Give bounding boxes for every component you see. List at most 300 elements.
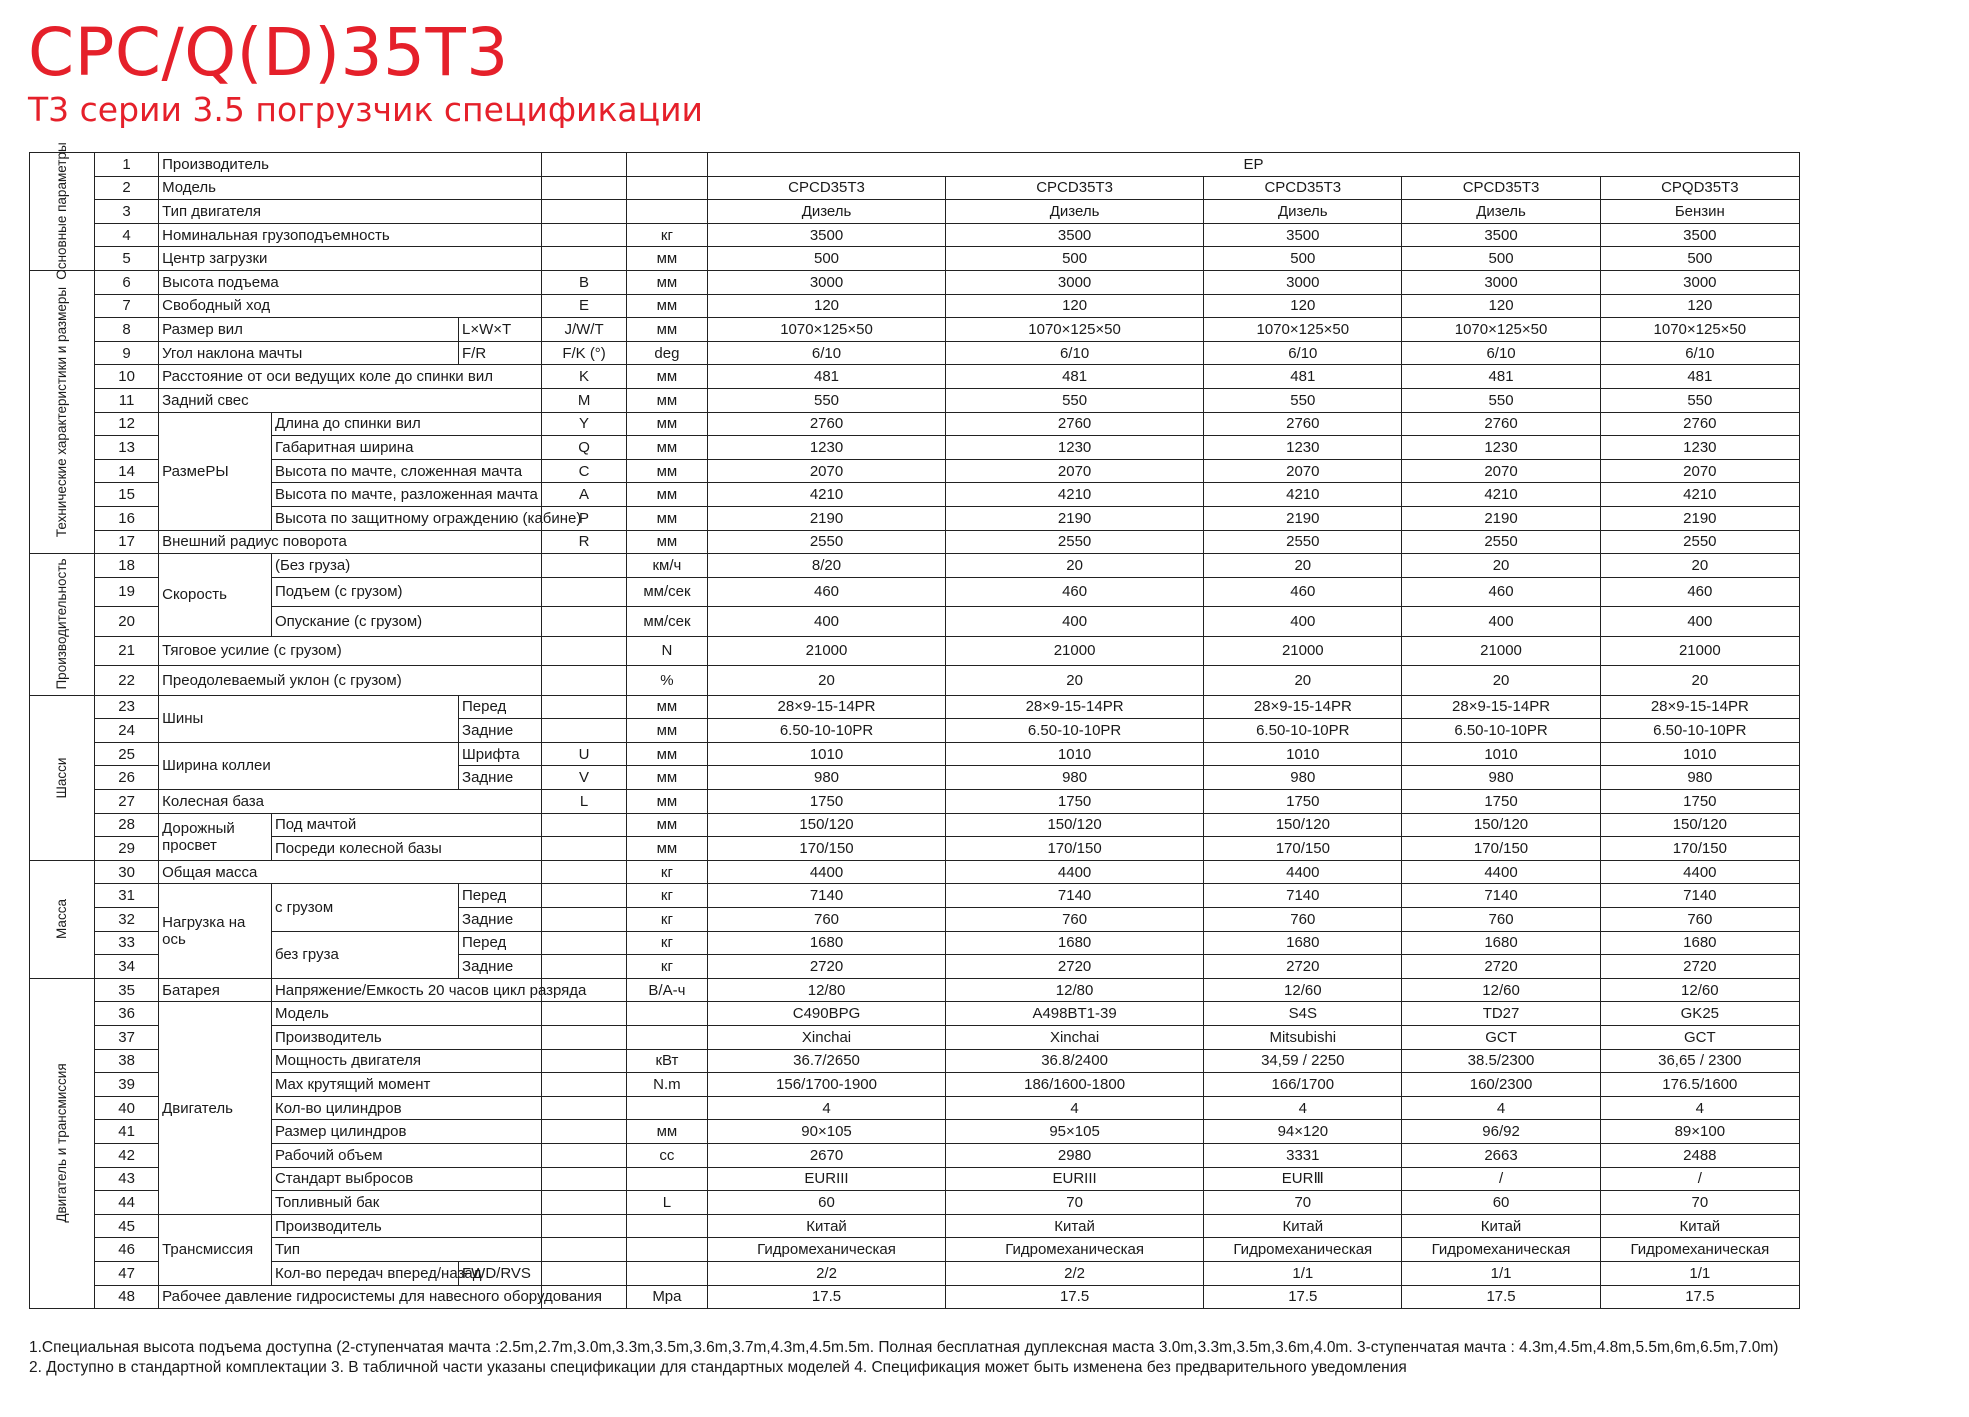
model-value-cell: S4S <box>1204 1002 1402 1026</box>
model-value-cell: 460 <box>1600 577 1799 607</box>
model-value-cell: 120 <box>945 294 1203 318</box>
spec-row <box>30 1261 1800 1285</box>
model-value-cell: 2070 <box>1402 459 1600 483</box>
model-value-cell: 550 <box>945 388 1203 412</box>
unit-cell: кВт <box>626 1049 707 1073</box>
symbol-cell <box>542 1002 626 1026</box>
model-value-cell: 760 <box>1600 908 1799 932</box>
model-value-cell: 170/150 <box>1402 837 1600 861</box>
model-value-cell: 2550 <box>708 530 946 554</box>
model-value-cell: TD27 <box>1402 1002 1600 1026</box>
model-value-cell: 1230 <box>945 436 1203 460</box>
model-value-cell: 2550 <box>1402 530 1600 554</box>
param-key: FWD/RVS <box>459 1261 542 1285</box>
model-value-cell: 2/2 <box>945 1261 1203 1285</box>
unit-cell <box>626 1261 707 1285</box>
model-value-cell: 1680 <box>945 931 1203 955</box>
row-number: 16 <box>95 506 159 530</box>
model-value-cell: 1750 <box>1402 790 1600 814</box>
group-label <box>30 860 95 978</box>
model-value-cell: 980 <box>1600 766 1799 790</box>
spec-row <box>30 270 1800 294</box>
spec-row <box>30 554 1800 578</box>
param-label: Скорость <box>159 554 272 637</box>
model-value-cell: 6.50-10-10PR <box>1402 719 1600 743</box>
model-value-cell: A498BT1-39 <box>945 1002 1203 1026</box>
spec-row <box>30 837 1800 861</box>
row-number: 8 <box>95 318 159 342</box>
row-number: 43 <box>95 1167 159 1191</box>
unit-cell <box>626 153 707 177</box>
param-label: Производитель <box>159 153 542 177</box>
model-value-cell: GK25 <box>1600 1002 1799 1026</box>
row-number: 35 <box>95 978 159 1002</box>
group-label-text: Производительность <box>54 558 70 690</box>
symbol-cell <box>542 666 626 696</box>
unit-cell: мм <box>626 388 707 412</box>
model-value-cell: / <box>1600 1167 1799 1191</box>
sub-param-label: Рабочий объем <box>271 1143 541 1167</box>
symbol-cell <box>542 577 626 607</box>
model-value-cell: 70 <box>1204 1191 1402 1215</box>
unit-cell: мм/сек <box>626 607 707 637</box>
model-value-cell: 4400 <box>1204 860 1402 884</box>
model-value-cell: 1070×125×50 <box>708 318 946 342</box>
unit-cell: мм <box>626 270 707 294</box>
model-value-cell: 2670 <box>708 1143 946 1167</box>
model-value-cell: 17.5 <box>1600 1285 1799 1309</box>
group-label-text: Технические характеристики и размеры <box>54 286 70 538</box>
unit-cell: % <box>626 666 707 696</box>
symbol-cell <box>542 554 626 578</box>
unit-cell: кг <box>626 884 707 908</box>
model-value-cell: 20 <box>1600 666 1799 696</box>
model-value-cell: Китай <box>708 1214 946 1238</box>
model-value-cell: Бензин <box>1600 200 1799 224</box>
model-value-cell: Гидромеханическая <box>945 1238 1203 1262</box>
row-number: 48 <box>95 1285 159 1309</box>
model-value-cell: 2720 <box>708 955 946 979</box>
sub-param-label: Модель <box>271 1002 541 1026</box>
model-value-cell: 400 <box>1600 607 1799 637</box>
symbol-cell <box>542 223 626 247</box>
unit-cell <box>626 1002 707 1026</box>
model-value-cell: 3000 <box>708 270 946 294</box>
param-key: F/R <box>459 341 542 365</box>
model-value-cell: Китай <box>945 1214 1203 1238</box>
spec-row <box>30 1214 1800 1238</box>
model-value-cell: 3000 <box>1402 270 1600 294</box>
model-value-cell: 12/80 <box>945 978 1203 1002</box>
model-value-cell: 2190 <box>1402 506 1600 530</box>
model-value-cell: 1070×125×50 <box>1600 318 1799 342</box>
model-value-cell: 8/20 <box>708 554 946 578</box>
model-value-cell: 12/60 <box>1600 978 1799 1002</box>
model-value-cell: 17.5 <box>708 1285 946 1309</box>
model-value-cell: 120 <box>1600 294 1799 318</box>
row-number: 44 <box>95 1191 159 1215</box>
sub-param-label: Кол-во цилиндров <box>271 1096 541 1120</box>
sub-param-label: Напряжение/Емкость 20 часов цикл разряда <box>271 978 541 1002</box>
param-label: Тяговое усилие (с грузом) <box>159 636 542 666</box>
sub-param-label: Производитель <box>271 1026 541 1050</box>
group-label <box>30 978 95 1308</box>
unit-cell: мм <box>626 436 707 460</box>
row-number: 34 <box>95 955 159 979</box>
model-value-cell: 1/1 <box>1402 1261 1600 1285</box>
row-number: 33 <box>95 931 159 955</box>
group-label-text: Основные параметры <box>54 142 70 281</box>
param-label: Трансмиссия <box>159 1214 272 1285</box>
symbol-cell: P <box>542 506 626 530</box>
footnote: 1.Специальная высота подъема доступна (2-ступенчатая мачта :2.5m,2.7m,3.0m,3.3m,3.5m,3.6m,3.7m,4.3m,4.5m.5m. Полная бесплатная дуплексная маста 3.0m,3.3m,3.5m,3.6m,4.0m. 3-ступенчатая мачта : 4.3m,4.5m,4.8m,5.5m,6m,6.5m,7.0m) <box>29 1339 1779 1356</box>
model-value-cell: 4 <box>1204 1096 1402 1120</box>
sub-param-label: Топливный бак <box>271 1191 541 1215</box>
symbol-cell: Y <box>542 412 626 436</box>
model-value-cell: 2550 <box>1600 530 1799 554</box>
model-value-cell: CPCD35T3 <box>708 176 946 200</box>
model-value-cell: 500 <box>1600 247 1799 271</box>
model-value-cell: Гидромеханическая <box>1402 1238 1600 1262</box>
model-value-cell: 2720 <box>1204 955 1402 979</box>
model-value-cell: 980 <box>1402 766 1600 790</box>
model-value-cell: 2720 <box>945 955 1203 979</box>
param-label: Номинальная грузоподъемность <box>159 223 542 247</box>
param-key: Перед <box>459 884 542 908</box>
model-value-cell: 7140 <box>1402 884 1600 908</box>
model-value-cell: 760 <box>945 908 1203 932</box>
model-value-cell: 89×100 <box>1600 1120 1799 1144</box>
param-label: Расстояние от оси ведущих коле до спинки вил <box>159 365 542 389</box>
row-number: 29 <box>95 837 159 861</box>
model-value-cell: 36.8/2400 <box>945 1049 1203 1073</box>
model-value-cell: Гидромеханическая <box>708 1238 946 1262</box>
model-value-cell: 70 <box>1600 1191 1799 1215</box>
spec-row <box>30 1096 1800 1120</box>
unit-cell: мм <box>626 790 707 814</box>
model-value-cell: 1070×125×50 <box>1204 318 1402 342</box>
row-number: 15 <box>95 483 159 507</box>
model-value-cell: Дизель <box>1402 200 1600 224</box>
row-number: 2 <box>95 176 159 200</box>
row-number: 46 <box>95 1238 159 1262</box>
spec-row <box>30 294 1800 318</box>
model-value-cell: Гидромеханическая <box>1600 1238 1799 1262</box>
model-value-cell: CPCD35T3 <box>1204 176 1402 200</box>
row-number: 42 <box>95 1143 159 1167</box>
param-key: L×W×T <box>459 318 542 342</box>
model-value-cell: 12/80 <box>708 978 946 1002</box>
model-value-cell: 1680 <box>1600 931 1799 955</box>
model-value-cell: Xinchai <box>708 1026 946 1050</box>
param-key: Задние <box>459 908 542 932</box>
spec-row <box>30 318 1800 342</box>
model-value-cell: 1680 <box>1204 931 1402 955</box>
model-value-cell: 1230 <box>708 436 946 460</box>
model-value-cell: 150/120 <box>1204 813 1402 837</box>
symbol-cell: A <box>542 483 626 507</box>
model-value-cell: 400 <box>945 607 1203 637</box>
model-value-cell: 2190 <box>1204 506 1402 530</box>
page-subtitle: T3 серии 3.5 погрузчик спецификации <box>28 90 703 129</box>
page-title: CPC/Q(D)35T3 <box>28 14 509 91</box>
model-value-cell: 6/10 <box>708 341 946 365</box>
sub-param-label: Мощность двигателя <box>271 1049 541 1073</box>
spec-row <box>30 1049 1800 1073</box>
model-value-cell: 2190 <box>945 506 1203 530</box>
model-value-cell: 176.5/1600 <box>1600 1073 1799 1097</box>
group-label-text: Масса <box>54 899 70 940</box>
symbol-cell: K <box>542 365 626 389</box>
model-value-cell: 481 <box>708 365 946 389</box>
model-value-cell: 12/60 <box>1402 978 1600 1002</box>
param-label: Тип двигателя <box>159 200 542 224</box>
model-value-cell: 170/150 <box>708 837 946 861</box>
sub-param-label: Тип <box>271 1238 541 1262</box>
param-label: Дорожный просвет <box>159 813 272 860</box>
row-number: 7 <box>95 294 159 318</box>
model-value-cell: 4400 <box>708 860 946 884</box>
spec-row <box>30 1143 1800 1167</box>
model-value-cell: 3500 <box>945 223 1203 247</box>
symbol-cell: L <box>542 790 626 814</box>
model-value-cell: 20 <box>708 666 946 696</box>
param-label: Свободный ход <box>159 294 542 318</box>
param-label: Ширина коллеи <box>159 742 459 789</box>
model-value-cell: 481 <box>1204 365 1402 389</box>
model-value-cell: 150/120 <box>1402 813 1600 837</box>
model-value-cell: EURⅢ <box>1204 1167 1402 1191</box>
symbol-cell <box>542 955 626 979</box>
symbol-cell <box>542 1238 626 1262</box>
unit-cell: мм <box>626 412 707 436</box>
spec-row <box>30 666 1800 696</box>
model-value-cell: 6/10 <box>1204 341 1402 365</box>
unit-cell <box>626 1096 707 1120</box>
unit-cell: мм <box>626 813 707 837</box>
model-value-cell: 980 <box>1204 766 1402 790</box>
spec-row <box>30 1120 1800 1144</box>
row-number: 30 <box>95 860 159 884</box>
model-value-cell: 550 <box>1204 388 1402 412</box>
model-value-cell: 1/1 <box>1204 1261 1402 1285</box>
unit-cell <box>626 1238 707 1262</box>
model-value-cell: 70 <box>945 1191 1203 1215</box>
unit-cell: мм/сек <box>626 577 707 607</box>
model-value-cell: 3500 <box>708 223 946 247</box>
symbol-cell <box>542 1261 626 1285</box>
model-value-cell: 481 <box>1600 365 1799 389</box>
spec-row <box>30 483 1800 507</box>
model-value-cell: 460 <box>1402 577 1600 607</box>
model-value-cell: 2720 <box>1402 955 1600 979</box>
model-value-cell: 550 <box>1600 388 1799 412</box>
group-label <box>30 142 95 281</box>
unit-cell: мм <box>626 483 707 507</box>
param-label: Центр загрузки <box>159 247 542 271</box>
unit-cell: мм <box>626 459 707 483</box>
model-value-cell: 550 <box>708 388 946 412</box>
unit-cell: кг <box>626 955 707 979</box>
row-number: 23 <box>95 695 159 719</box>
spec-row <box>30 247 1800 271</box>
symbol-cell <box>542 176 626 200</box>
symbol-cell <box>542 1191 626 1215</box>
symbol-cell <box>542 860 626 884</box>
sub-param-label: с грузом <box>271 884 458 931</box>
sub-param-label: Высота по защитному ограждению (кабине) <box>271 506 541 530</box>
spec-row <box>30 695 1800 719</box>
model-value-cell: 2720 <box>1600 955 1799 979</box>
unit-cell: deg <box>626 341 707 365</box>
model-value-cell: 1750 <box>1204 790 1402 814</box>
spec-row <box>30 813 1800 837</box>
symbol-cell <box>542 719 626 743</box>
symbol-cell <box>542 837 626 861</box>
model-value-cell: Китай <box>1402 1214 1600 1238</box>
symbol-cell <box>542 931 626 955</box>
model-value-cell: 2488 <box>1600 1143 1799 1167</box>
spec-row <box>30 412 1800 436</box>
symbol-cell: V <box>542 766 626 790</box>
unit-cell: мм <box>626 365 707 389</box>
model-value-cell: 166/1700 <box>1204 1073 1402 1097</box>
model-value-cell: 4210 <box>708 483 946 507</box>
model-value-cell: 550 <box>1402 388 1600 412</box>
sub-param-label: Под мачтой <box>271 813 541 837</box>
model-value-cell: 4210 <box>1402 483 1600 507</box>
model-value-cell: 21000 <box>1600 636 1799 666</box>
unit-cell: B/A-ч <box>626 978 707 1002</box>
model-value-cell: 7140 <box>708 884 946 908</box>
model-value-cell: EURIII <box>945 1167 1203 1191</box>
param-label: Угол наклона мачты <box>159 341 459 365</box>
symbol-cell: J/W/T <box>542 318 626 342</box>
spec-row <box>30 153 1800 177</box>
footnotes <box>29 1338 1959 1378</box>
param-key: Шрифта <box>459 742 542 766</box>
row-number: 19 <box>95 577 159 607</box>
model-value-cell: C490BPG <box>708 1002 946 1026</box>
unit-cell: кг <box>626 223 707 247</box>
spec-row <box>30 436 1800 460</box>
unit-cell: Mpa <box>626 1285 707 1309</box>
model-value-cell: 34,59 / 2250 <box>1204 1049 1402 1073</box>
param-label: Батарея <box>159 978 272 1002</box>
param-label: Размер вил <box>159 318 459 342</box>
model-value-cell: 500 <box>1402 247 1600 271</box>
row-number: 5 <box>95 247 159 271</box>
model-value-cell: 1680 <box>708 931 946 955</box>
model-value-cell: Китай <box>1600 1214 1799 1238</box>
row-number: 14 <box>95 459 159 483</box>
model-value-cell: 1750 <box>1600 790 1799 814</box>
model-value-cell: 120 <box>1402 294 1600 318</box>
model-value-cell: 400 <box>1204 607 1402 637</box>
row-number: 39 <box>95 1073 159 1097</box>
model-value-cell: 7140 <box>1204 884 1402 908</box>
model-value-cell: 1070×125×50 <box>1402 318 1600 342</box>
model-value-cell: 28×9-15-14PR <box>945 695 1203 719</box>
model-value-cell: 1750 <box>945 790 1203 814</box>
row-number: 27 <box>95 790 159 814</box>
symbol-cell <box>542 1143 626 1167</box>
model-value-cell: 500 <box>1204 247 1402 271</box>
spec-row <box>30 530 1800 554</box>
model-value-cell: 2070 <box>945 459 1203 483</box>
model-value-cell: 2550 <box>1204 530 1402 554</box>
model-value-cell: 1010 <box>708 742 946 766</box>
model-value-cell: 3500 <box>1204 223 1402 247</box>
model-value-cell: 21000 <box>1204 636 1402 666</box>
model-value-cell: GCT <box>1402 1026 1600 1050</box>
model-value-cell: 120 <box>708 294 946 318</box>
model-value-cell: 6.50-10-10PR <box>708 719 946 743</box>
model-value-cell: Дизель <box>708 200 946 224</box>
row-number: 31 <box>95 884 159 908</box>
model-value-cell: 17.5 <box>1402 1285 1600 1309</box>
model-value-cell: 1010 <box>1402 742 1600 766</box>
model-value-cell: Xinchai <box>945 1026 1203 1050</box>
model-value-cell: 28×9-15-14PR <box>708 695 946 719</box>
model-value-cell: 1680 <box>1402 931 1600 955</box>
unit-cell: кг <box>626 931 707 955</box>
param-label: Внешний радиус поворота <box>159 530 542 554</box>
model-value-cell: GCT <box>1600 1026 1799 1050</box>
unit-cell <box>626 1214 707 1238</box>
row-number: 28 <box>95 813 159 837</box>
unit-cell: cc <box>626 1143 707 1167</box>
symbol-cell: B <box>542 270 626 294</box>
model-value-cell: 460 <box>1204 577 1402 607</box>
param-label: Общая масса <box>159 860 542 884</box>
row-number: 1 <box>95 153 159 177</box>
row-number: 47 <box>95 1261 159 1285</box>
param-key: Перед <box>459 931 542 955</box>
row-number: 40 <box>95 1096 159 1120</box>
model-value-cell: 21000 <box>708 636 946 666</box>
model-value-cell: 96/92 <box>1402 1120 1600 1144</box>
model-value-cell: 90×105 <box>708 1120 946 1144</box>
model-value-cell: 4 <box>945 1096 1203 1120</box>
model-value-cell: 6.50-10-10PR <box>1204 719 1402 743</box>
sub-param-label: Подъем (с грузом) <box>271 577 541 607</box>
model-value-cell: 1010 <box>1204 742 1402 766</box>
spec-row <box>30 1167 1800 1191</box>
model-value-cell: 4210 <box>945 483 1203 507</box>
sub-param-label: Опускание (с грузом) <box>271 607 541 637</box>
model-value-cell: 36,65 / 2300 <box>1600 1049 1799 1073</box>
row-number: 10 <box>95 365 159 389</box>
model-value-cell: Mitsubishi <box>1204 1026 1402 1050</box>
group-label <box>30 695 95 860</box>
model-value-cell: 28×9-15-14PR <box>1204 695 1402 719</box>
model-value-cell: 20 <box>945 666 1203 696</box>
model-value-cell: 3500 <box>1402 223 1600 247</box>
model-value-cell: 36.7/2650 <box>708 1049 946 1073</box>
model-value-cell: 120 <box>1204 294 1402 318</box>
spec-row <box>30 931 1800 955</box>
spec-row <box>30 607 1800 637</box>
unit-cell <box>626 1026 707 1050</box>
symbol-cell <box>542 247 626 271</box>
symbol-cell: Q <box>542 436 626 460</box>
model-value-cell: 186/1600-1800 <box>945 1073 1203 1097</box>
symbol-cell <box>542 153 626 177</box>
model-value-cell: 2070 <box>1204 459 1402 483</box>
param-label: Рабочее давление гидросистемы для навесного оборудования <box>159 1285 542 1309</box>
spec-row <box>30 742 1800 766</box>
